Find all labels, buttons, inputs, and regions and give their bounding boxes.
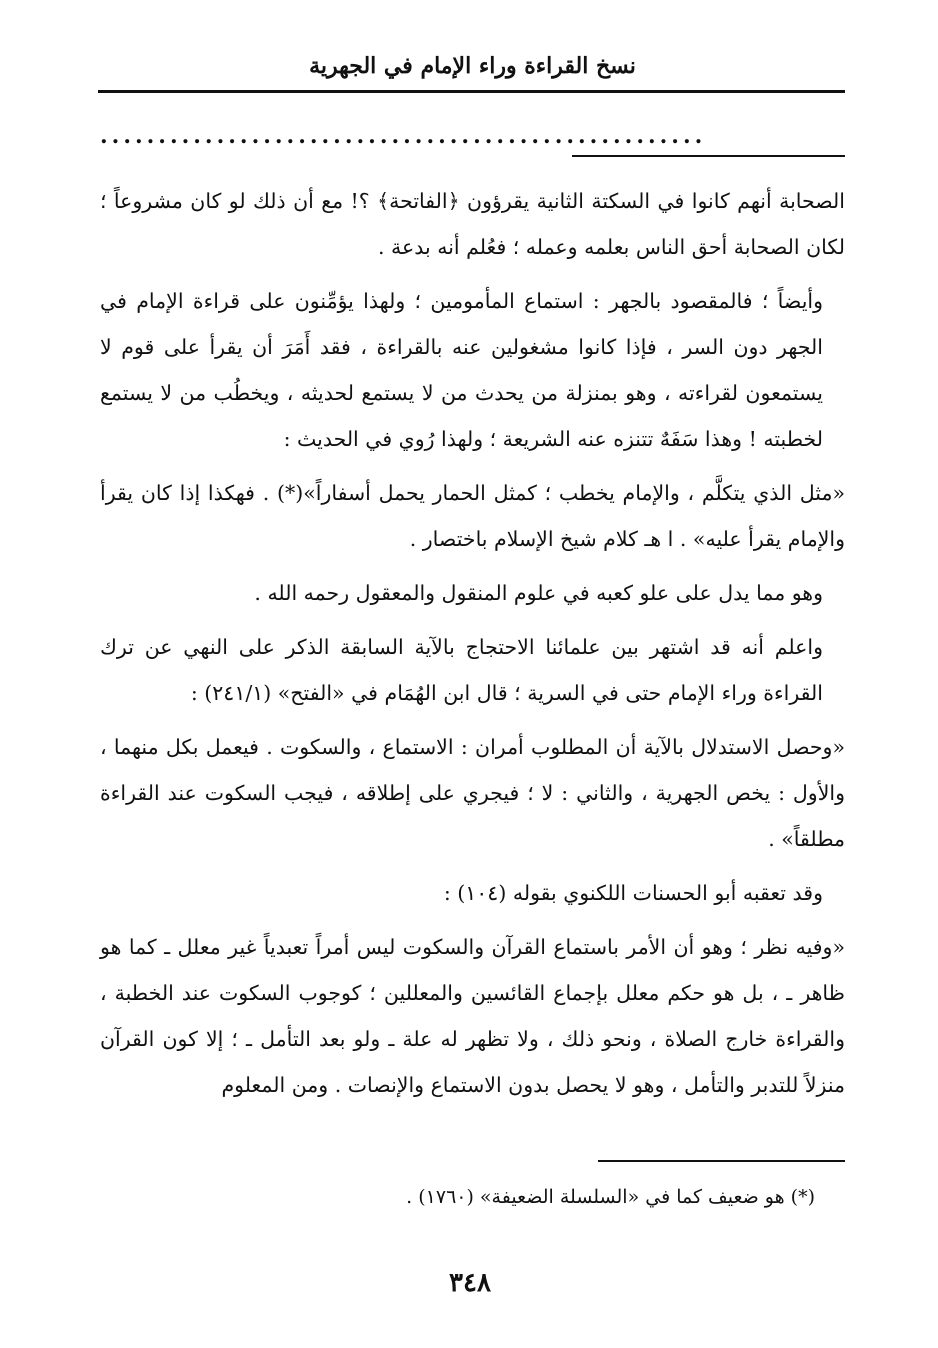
paragraph-praise: وهو مما يدل على علو كعبه في علوم المنقول والمعقول رحمه الله . xyxy=(254,581,823,605)
paragraph-lucknawi-quote: «وفيه نظر ؛ وهو أن الأمر باستماع القرآن والسكوت ليس أمراً تعبدياً غير معلل ـ كما هو ظاهر ـ ، بل هو حكم معلل بإجماع القائسين والمعللين ؛ كوجوب السكوت عند الخطبة ، والقراءة خارج الصلاة ، ونحو ذلك ، ولا تظهر له علة ـ ولو بعد التأمل ـ ؛ إلا كون القرآن منزلاً للتدبر والتأمل ، وهو لا يحصل بدون الاستماع والإنصات . ومن المعلوم xyxy=(100,935,845,1097)
paragraph-ibn-humam: واعلم أنه قد اشتهر بين علمائنا الاحتجاج بالآية السابقة الذكر على النهي عن ترك القراءة وراء الإمام حتى في السرية ؛ قال ابن الهُمَام في «الفتح» (٢٤١/١) : xyxy=(100,635,823,705)
paragraph-continuation: الصحابة أنهم كانوا في السكتة الثانية يقرؤون ﴿الفاتحة﴾ ؟! مع أن ذلك لو كان مشروعاً ؛ لكان الصحابة أحق الناس بعلمه وعمله ؛ فعُلم أنه بدعة . xyxy=(100,189,845,259)
continuation-dots: .................................................... xyxy=(100,123,707,149)
paragraph-jahr-purpose: وأيضاً ؛ فالمقصود بالجهر : استماع المأمومين ؛ ولهذا يؤمِّنون على قراءة الإمام في الجهر دون السر ، فإذا كانوا مشغولين عنه بالقراءة ، فقد أَمَرَ أن يقرأ على قوم لا يستمعون لقراءته ، وهو بمنزلة من يحدث من لا يستمع لحديثه ، ويخطُب من لا يستمع لخطبته ! وهذا سَفَهٌ تتنزه عنه الشريعة ؛ ولهذا رُوي في الحديث : xyxy=(100,289,823,451)
header-rule xyxy=(98,90,845,93)
paragraph-fath-quote: «وحصل الاستدلال بالآية أن المطلوب أمران : الاستماع ، والسكوت . فيعمل بكل منهما ، والأول : يخص الجهرية ، والثاني : لا ؛ فيجري على إطلاقه ، فيجب السكوت عند القراءة مطلقاً» . xyxy=(100,735,845,851)
paragraph-lucknawi: وقد تعقبه أبو الحسنات اللكنوي بقوله (١٠٤) : xyxy=(443,881,823,905)
running-header-title: نسخ القراءة وراء الإمام في الجهرية xyxy=(309,53,636,79)
paragraph-hadith-quote: «مثل الذي يتكلَّم ، والإمام يخطب ؛ كمثل الحمار يحمل أسفاراً»(*) . فهكذا إذا كان يقرأ والإمام يقرأ عليه» . ا هـ كلام شيخ الإسلام باختصار . xyxy=(100,481,845,551)
page-number: ٣٤٨ xyxy=(449,1268,491,1298)
footnote: (*) هو ضعيف كما في «السلسلة الضعيفة» (١٧٦٠) . xyxy=(406,1186,815,1208)
short-divider xyxy=(572,155,845,157)
footnote-rule xyxy=(598,1160,845,1162)
page-body xyxy=(100,178,845,1116)
